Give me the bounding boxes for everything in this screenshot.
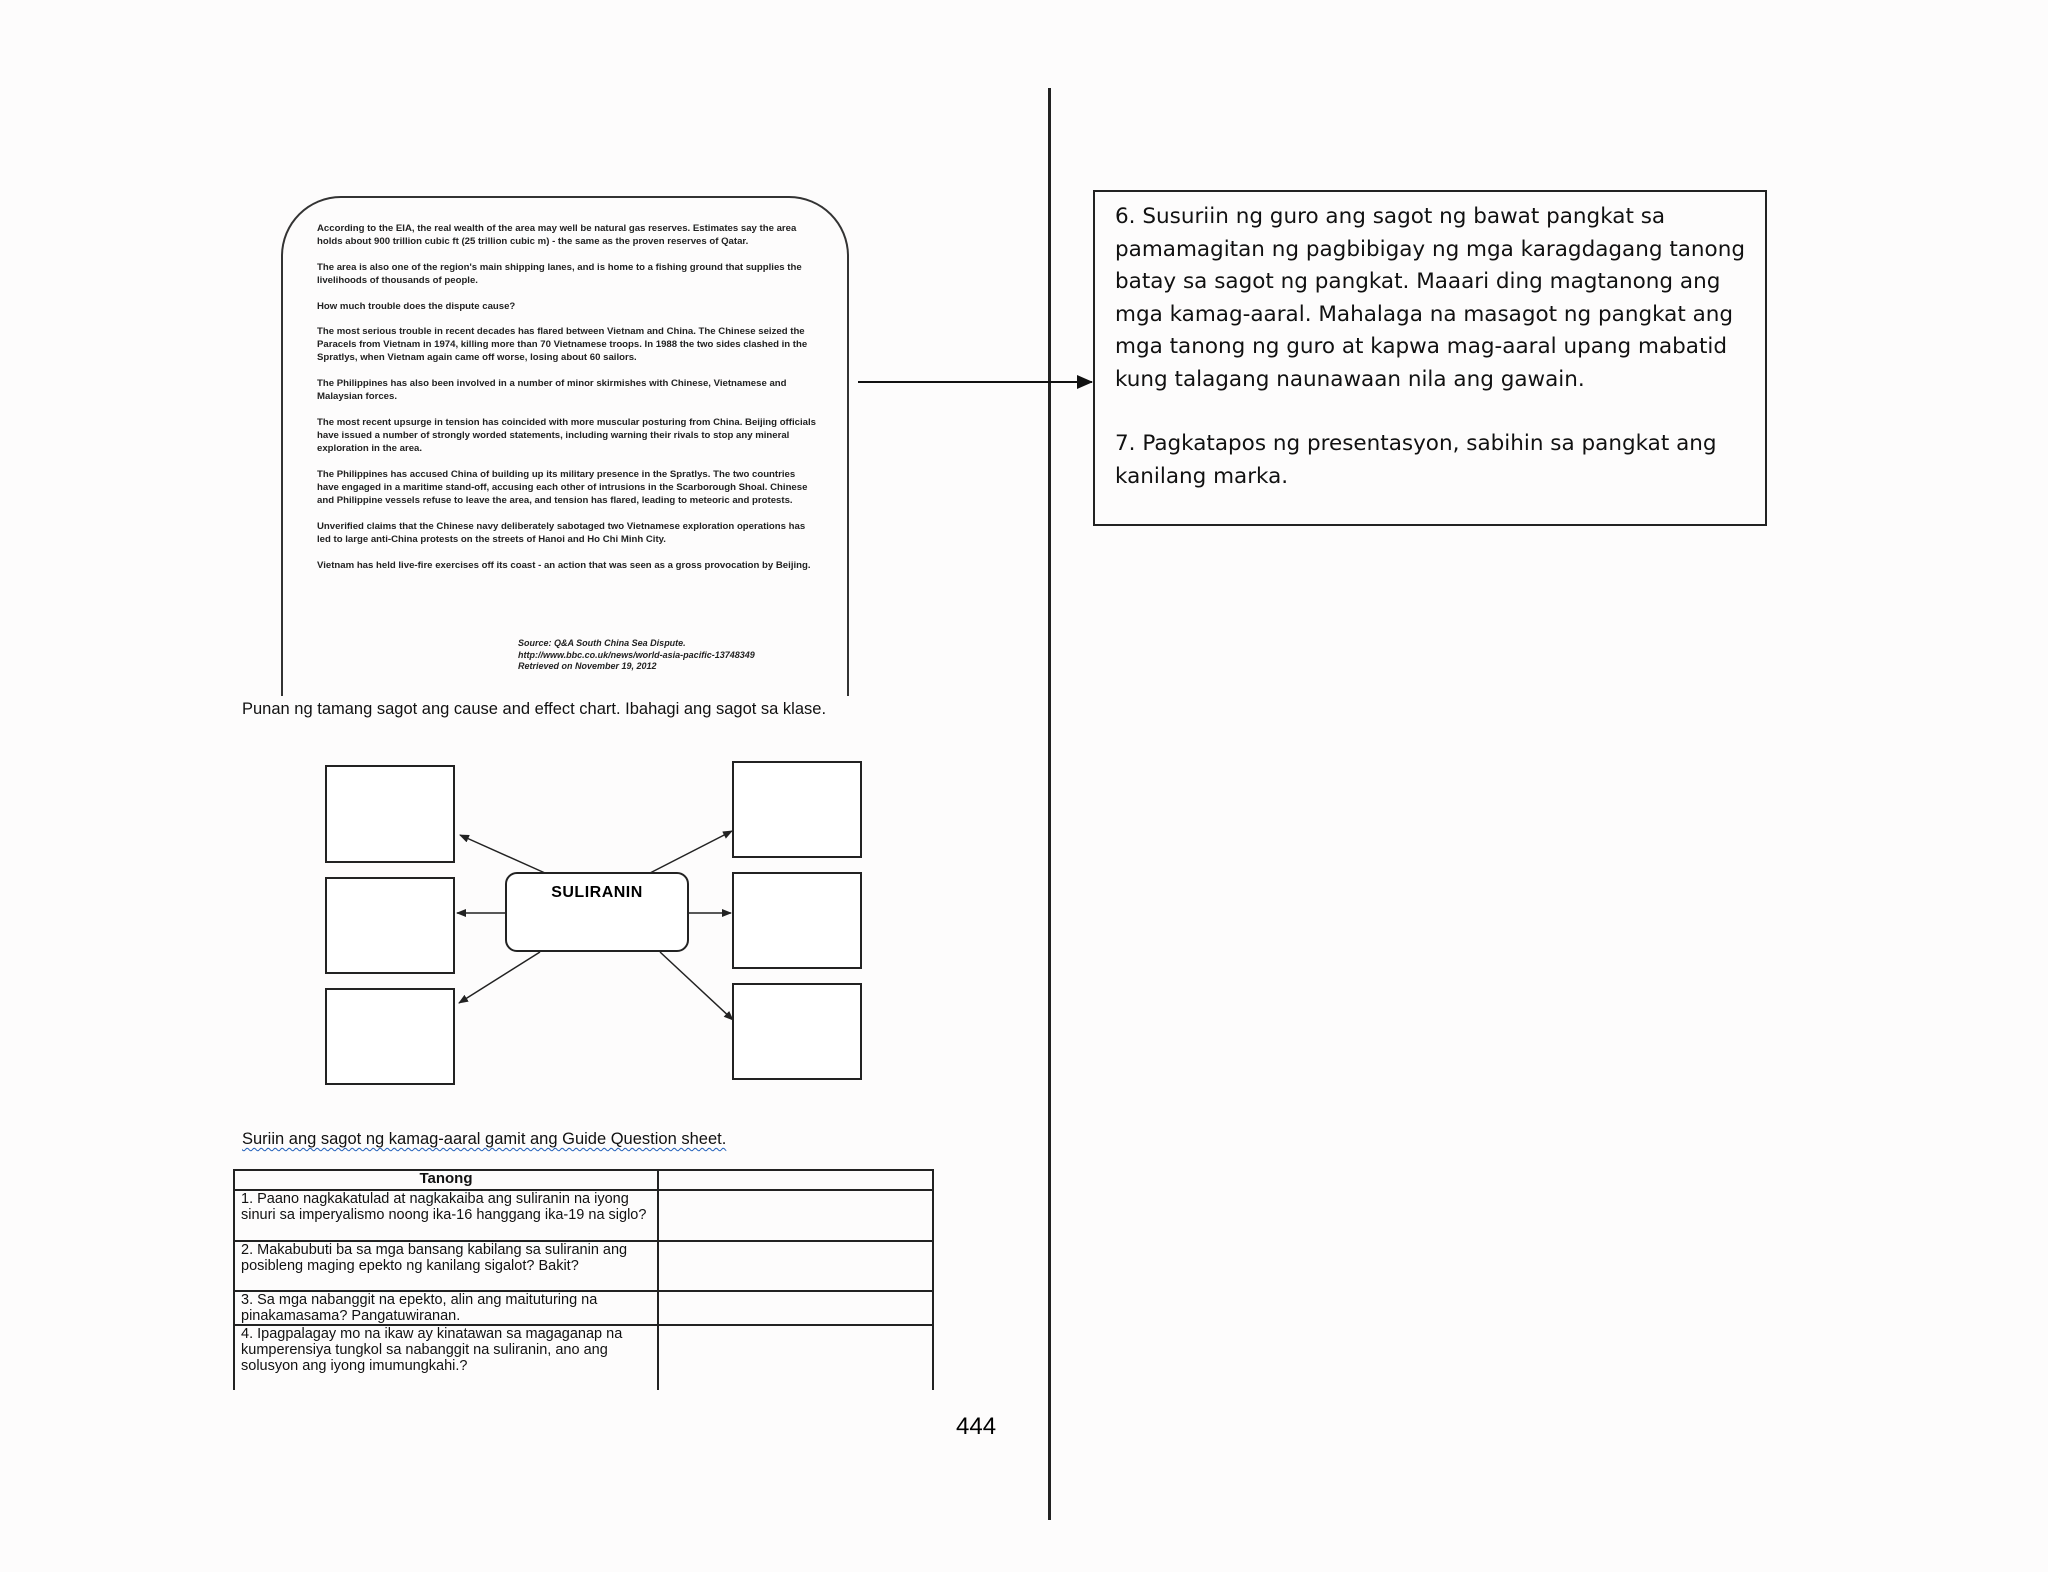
page-number: 444 (956, 1413, 997, 1440)
note-item-7: 7. Pagkatapos ng presentasyon, sabihin sa pangkat ang kanilang marka. (1115, 431, 1717, 489)
table-row (234, 1190, 933, 1241)
effect-box-1[interactable] (732, 761, 862, 858)
answer-cell[interactable] (658, 1241, 933, 1291)
central-problem-box (505, 872, 689, 952)
source-url: http://www.bbc.co.uk/news/world-asia-pacific-13748349 (518, 649, 755, 660)
answer-cell[interactable] (658, 1291, 933, 1325)
cause-box-3[interactable] (325, 988, 455, 1085)
table-header-question: Tanong (234, 1170, 658, 1190)
arrow-bottom-right (660, 952, 733, 1020)
table-row (234, 1291, 933, 1325)
chart-instruction: Punan ng tamang sagot ang cause and effect chart. Ibahagi ang sagot sa klase. (242, 700, 827, 718)
cause-box-2[interactable] (325, 877, 455, 974)
source-retrieved: Retrieved on November 19, 2012 (518, 661, 657, 671)
table-row (234, 1325, 933, 1390)
article-paragraph: The Philippines has also been involved in a number of minor skirmishes with Chinese, Vietnamese and Malaysian forces. (317, 378, 787, 402)
table-header-row (234, 1170, 933, 1190)
cause-box-1[interactable] (325, 765, 455, 863)
arrow-top-right (650, 831, 732, 873)
central-problem-label: SULIRANIN (551, 884, 643, 901)
article-paragraph: The most recent upsurge in tension has coincided with more muscular posturing from China. Beijing officials have issued a number of strongly worded statements, including warning their rivals to stop any mineral exploration in the area. (317, 417, 816, 454)
question-cell: 4. Ipagpalagay mo na ikaw ay kinatawan sa magaganap na kumperensiya tungkol sa nabanggit na suliranin, ano ang solusyon ang iyong imumungkahi.? (234, 1325, 658, 1390)
article-paragraph: According to the EIA, the real wealth of the area may well be natural gas reserves. Estimates say the area holds about 900 trillion cubic ft (25 trillion cubic m) - the same as the proven reserves of Qatar. (317, 223, 797, 247)
article-heading: How much trouble does the dispute cause? (317, 301, 516, 312)
teacher-note-text (1115, 201, 1755, 525)
article-paragraph: The most serious trouble in recent decades has flared between Vietnam and China. The Chinese seized the Paracels from Vietnam in 1974, killing more than 70 Vietnamese troops. In 1988 the two sides clashed in the Spratlys, when Vietnam again came off worse, losing about 60 sailors. (317, 326, 808, 363)
table-header-answer (658, 1170, 933, 1190)
table-instruction: Suriin ang sagot ng kamag-aaral gamit ang Guide Question sheet. (242, 1130, 727, 1148)
article-paragraph: Unverified claims that the Chinese navy deliberately sabotaged two Vietnamese exploration operations has led to large anti-China protests on the streets of Hanoi and Ho Chi Minh City. (317, 521, 806, 545)
guide-question-table (233, 1169, 934, 1390)
question-cell: 2. Makabubuti ba sa mga bansang kabilang sa suliranin ang posibleng maging epekto ng kanilang sigalot? Bakit? (234, 1241, 658, 1291)
article-paragraph: Vietnam has held live-fire exercises off its coast - an action that was seen as a gross provocation by Beijing. (317, 560, 811, 571)
article-paragraph: The Philippines has accused China of building up its military presence in the Spratlys. The two countries have engaged in a maritime stand-off, accusing each other of intrusions in the Scarborough Shoal. Chinese and Philippine vessels refuse to leave the area, and tension has flared, leading to meteoric and protests. (317, 469, 808, 506)
arrow-top-left (460, 835, 545, 873)
note-item-6: 6. Susuriin ng guro ang sagot ng bawat pangkat sa pamamagitan ng pagbibigay ng mga karagdagang tanong batay sa sagot ng pangkat. Maaari ding magtanong ang mga kamag-aaral. Mahalaga na masagot ng pangkat ang mga tanong ng guro at kapwa mag-aaral upang mabatid kung talagang naunawaan nila ang gawain. (1115, 204, 1745, 392)
source-title: Source: Q&A South China Sea Dispute. (518, 638, 686, 648)
arrow-bottom-left (459, 952, 540, 1003)
question-cell: 3. Sa mga nabanggit na epekto, alin ang maituturing na pinakamasama? Pangatuwiranan. (234, 1291, 658, 1325)
answer-cell[interactable] (658, 1190, 933, 1241)
answer-cell[interactable] (658, 1325, 933, 1390)
article-paragraph: The area is also one of the region's main shipping lanes, and is home to a fishing ground that supplies the livelihoods of thousands of people. (317, 262, 802, 286)
question-cell: 1. Paano nagkakatulad at nagkakaiba ang suliranin na iyong sinuri sa imperyalismo noong ika-16 hanggang ika-19 na siglo? (234, 1190, 658, 1241)
table-row (234, 1241, 933, 1291)
effect-box-3[interactable] (732, 983, 862, 1080)
effect-box-2[interactable] (732, 872, 862, 969)
